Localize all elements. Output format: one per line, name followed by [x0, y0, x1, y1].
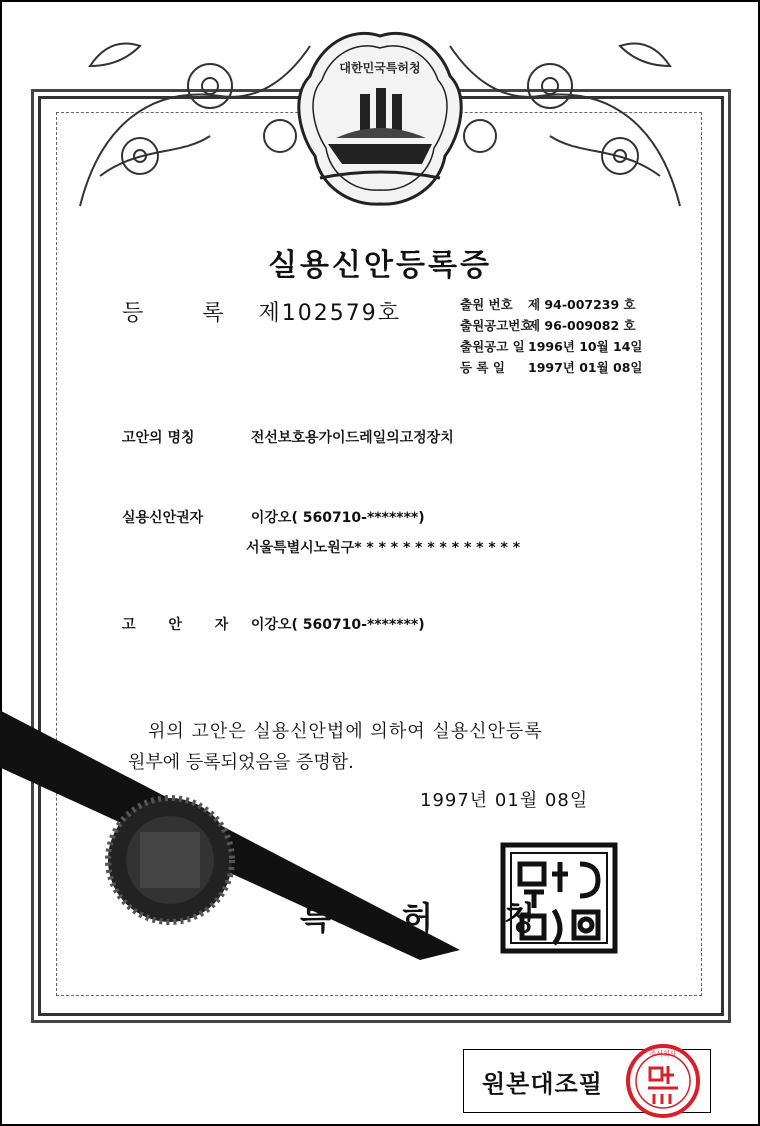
inventor-value: 이강오( 560710-*******) — [250, 617, 425, 633]
meta-row — [460, 336, 643, 357]
inventor-field — [122, 614, 425, 634]
invention-name-field — [122, 427, 454, 447]
original-verified-stamp — [463, 1049, 711, 1113]
meta-value: 제 96-009082 호 — [528, 318, 636, 333]
invention-name-label: 고안의 명칭 — [122, 430, 195, 446]
meta-row — [460, 357, 643, 378]
emblem — [299, 33, 461, 204]
meta-key: 출원공고 일 — [460, 339, 525, 354]
meta-row — [460, 294, 643, 315]
stamp-label: 원본대조필 — [482, 1070, 603, 1098]
holder-label: 실용신안권자 — [122, 510, 204, 526]
company-seal-text: 주식회사 — [649, 1050, 677, 1058]
statement-line-1: 위의 고안은 실용신안법에 의하여 실용신안등록 — [148, 721, 543, 742]
meta-key: 등 록 일 — [460, 360, 505, 375]
registration-label: 등 록 — [122, 301, 250, 326]
holder-value: 이강오( 560710-*******) — [250, 510, 425, 526]
floral-ornament — [60, 6, 700, 236]
emblem-text: 대한민국특허청 — [339, 61, 421, 75]
holder-address: 서울특별시노원구* * * * * * * * * * * * * * — [246, 540, 521, 556]
meta-key: 출원 번호 — [460, 297, 513, 312]
invention-name-value: 전선보호용가이드레일의고정장치 — [250, 430, 454, 446]
meta-value: 1996년 10월 14일 — [528, 339, 643, 354]
meta-value: 제 94-007239 호 — [528, 297, 636, 312]
issue-date: 1997년 01월 08일 — [420, 790, 589, 811]
registration-meta — [460, 294, 643, 378]
meta-row — [460, 315, 643, 336]
certificate-title: 실용신안등록증 — [268, 248, 492, 283]
office-seal — [500, 842, 618, 954]
holder-field — [122, 507, 425, 527]
registration-number: 제102579호 — [258, 301, 401, 326]
registration-number-line — [122, 296, 401, 327]
company-seal-icon — [624, 1042, 702, 1120]
issuer-name: 특 허 청 — [300, 899, 566, 937]
statement-line-2: 원부에 등록되었음을 증명함. — [128, 752, 354, 773]
inventor-label: 고 안 자 — [122, 617, 243, 633]
meta-value: 1997년 01월 08일 — [528, 360, 643, 375]
meta-key: 출원공고번호 — [460, 318, 533, 333]
